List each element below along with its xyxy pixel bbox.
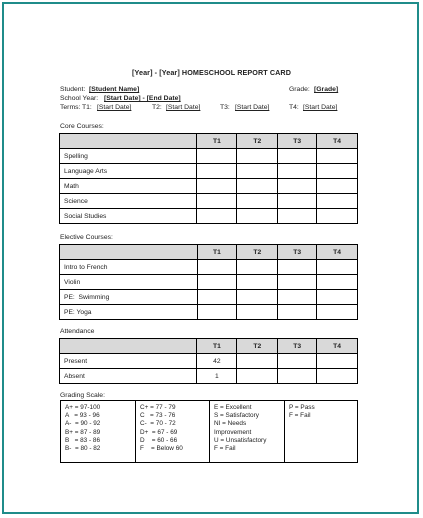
scale-entry: C = 73 - 76 (140, 412, 176, 420)
scale-entry: E = Excellent (214, 404, 252, 411)
scale-entry: B+ = 87 - 89 (65, 428, 101, 436)
grade-cell[interactable] (317, 179, 358, 194)
grade-cell[interactable] (278, 260, 317, 275)
grade-cell[interactable] (237, 179, 278, 194)
table-header-row (60, 245, 358, 260)
table-header-row (60, 134, 358, 149)
attendance-heading: Attendance (60, 328, 95, 335)
table-row (60, 194, 358, 209)
term1-label: T1: (82, 104, 92, 111)
grade-cell[interactable] (197, 149, 237, 164)
attendance-value[interactable]: 42 (197, 354, 237, 369)
term4-label: T4: (289, 104, 299, 111)
attendance-value[interactable] (237, 354, 278, 369)
grade-cell[interactable] (237, 290, 278, 305)
table-row (60, 179, 358, 194)
grade-cell[interactable] (317, 149, 358, 164)
scale-entry: B = 83 - 86 (65, 436, 100, 444)
grade-cell[interactable] (237, 305, 278, 320)
column-header-t4: T4 (317, 134, 358, 149)
grading-scale-column-2 (135, 401, 209, 462)
grade-cell[interactable] (278, 275, 317, 290)
grade-cell[interactable] (317, 290, 358, 305)
attendance-value[interactable] (317, 369, 358, 384)
grade-cell[interactable] (237, 275, 278, 290)
scale-entry: B- = 80 - 82 (65, 445, 101, 453)
grade-field[interactable]: [Grade] (314, 86, 339, 93)
scale-entry: D+ = 67 - 69 (140, 428, 178, 436)
column-header-t4: T4 (317, 245, 358, 260)
table-row (60, 369, 358, 384)
grade-cell[interactable] (197, 260, 237, 275)
attendance-value[interactable]: 1 (197, 369, 237, 384)
scale-entry: A+ = 97-100 (65, 404, 101, 411)
course-name: Social Studies (60, 209, 197, 224)
grade-cell[interactable] (278, 149, 317, 164)
term2-start-field[interactable]: [Start Date] (166, 104, 201, 111)
page-title: [Year] - [Year] HOMESCHOOL REPORT CARD (131, 68, 292, 77)
column-header-course (60, 134, 197, 149)
course-name: Math (60, 179, 197, 194)
attendance-label: Absent (60, 369, 197, 384)
scale-entry: S = Satisfactory (214, 412, 259, 420)
grading-scale-heading: Grading Scale: (60, 392, 105, 399)
grade-cell[interactable] (197, 275, 237, 290)
column-header-label (60, 339, 197, 354)
grade-cell[interactable] (197, 305, 237, 320)
term3-label: T3: (220, 104, 230, 111)
table-header-row (60, 339, 358, 354)
course-name: Violin (60, 275, 198, 290)
elective-courses-heading: Elective Courses: (60, 234, 113, 241)
grade-cell[interactable] (278, 209, 317, 224)
attendance-value[interactable] (237, 369, 278, 384)
school-year-field[interactable]: [Start Date] - [End Date] (104, 95, 181, 102)
column-header-t3: T3 (278, 245, 317, 260)
attendance-value[interactable] (317, 354, 358, 369)
grade-cell[interactable] (197, 209, 237, 224)
core-courses-table (59, 133, 358, 224)
scale-entry: D = 60 - 66 (140, 436, 178, 444)
scale-entry: C- = 70 - 72 (140, 420, 176, 428)
terms-label: Terms: (60, 104, 81, 111)
table-row (60, 305, 358, 320)
grade-cell[interactable] (278, 179, 317, 194)
attendance-value[interactable] (278, 354, 317, 369)
column-header-t3: T3 (278, 339, 317, 354)
scale-entry: NI = Needs (214, 420, 247, 428)
table-row (60, 164, 358, 179)
column-header-t2: T2 (237, 339, 278, 354)
scale-entry: C+ = 77 - 79 (140, 404, 176, 411)
table-row (60, 260, 358, 275)
course-name: Spelling (60, 149, 197, 164)
column-header-t2: T2 (237, 134, 278, 149)
grade-cell[interactable] (278, 194, 317, 209)
table-row (60, 209, 358, 224)
grade-cell[interactable] (278, 305, 317, 320)
scale-entry: P = Pass (289, 404, 315, 411)
column-header-t4: T4 (317, 339, 358, 354)
table-row (60, 290, 358, 305)
term1-start-field[interactable]: [Start Date] (97, 104, 132, 111)
grade-cell[interactable] (317, 164, 358, 179)
grade-cell[interactable] (237, 149, 278, 164)
elective-courses-table (59, 244, 358, 320)
scale-entry: Improvement (214, 428, 252, 436)
grade-cell[interactable] (278, 164, 317, 179)
attendance-table (59, 338, 358, 384)
grade-cell[interactable] (197, 179, 237, 194)
grade-cell[interactable] (237, 164, 278, 179)
grade-cell[interactable] (317, 275, 358, 290)
attendance-value[interactable] (278, 369, 317, 384)
course-name: Intro to French (60, 260, 198, 275)
column-header-t3: T3 (278, 134, 317, 149)
student-label: Student: (60, 86, 86, 93)
column-header-course (60, 245, 198, 260)
course-name: Language Arts (60, 164, 197, 179)
column-header-t1: T1 (197, 245, 237, 260)
grade-cell[interactable] (237, 260, 278, 275)
scale-entry: F = Fail (289, 412, 311, 420)
grading-scale-box (60, 400, 358, 463)
term2-label: T2: (152, 104, 162, 111)
attendance-label: Present (60, 354, 197, 369)
term4-start-field[interactable]: [Start Date] (303, 104, 338, 111)
grade-cell[interactable] (237, 209, 278, 224)
grade-cell[interactable] (317, 260, 358, 275)
grade-cell[interactable] (317, 209, 358, 224)
grade-cell[interactable] (317, 305, 358, 320)
grading-scale-column-3 (209, 401, 284, 462)
table-row (60, 275, 358, 290)
scale-entry: F = Fail (214, 445, 236, 453)
course-name: PE: Yoga (60, 305, 198, 320)
scale-entry: A = 93 - 96 (65, 412, 100, 420)
grade-label: Grade: (289, 86, 310, 93)
column-header-t1: T1 (197, 339, 237, 354)
course-name: Science (60, 194, 197, 209)
grading-scale-column-4 (284, 401, 357, 462)
grade-cell[interactable] (237, 194, 278, 209)
course-name: PE: Swimming (60, 290, 198, 305)
grade-cell[interactable] (317, 194, 358, 209)
core-courses-heading: Core Courses: (60, 123, 104, 130)
school-year-label: School Year: (60, 95, 99, 102)
scale-entry: A- = 90 - 92 (65, 420, 101, 428)
table-row (60, 354, 358, 369)
scale-entry: F = Below 60 (140, 445, 183, 453)
grade-cell[interactable] (197, 194, 237, 209)
term3-start-field[interactable]: [Start Date] (235, 104, 270, 111)
column-header-t2: T2 (237, 245, 278, 260)
table-row (60, 149, 358, 164)
grade-cell[interactable] (197, 164, 237, 179)
grading-scale-column-1 (61, 401, 135, 462)
student-name-field[interactable]: [Student Name] (89, 86, 140, 93)
grade-cell[interactable] (197, 290, 237, 305)
column-header-t1: T1 (197, 134, 237, 149)
scale-entry: U = Unsatisfactory (214, 436, 267, 444)
grade-cell[interactable] (278, 290, 317, 305)
